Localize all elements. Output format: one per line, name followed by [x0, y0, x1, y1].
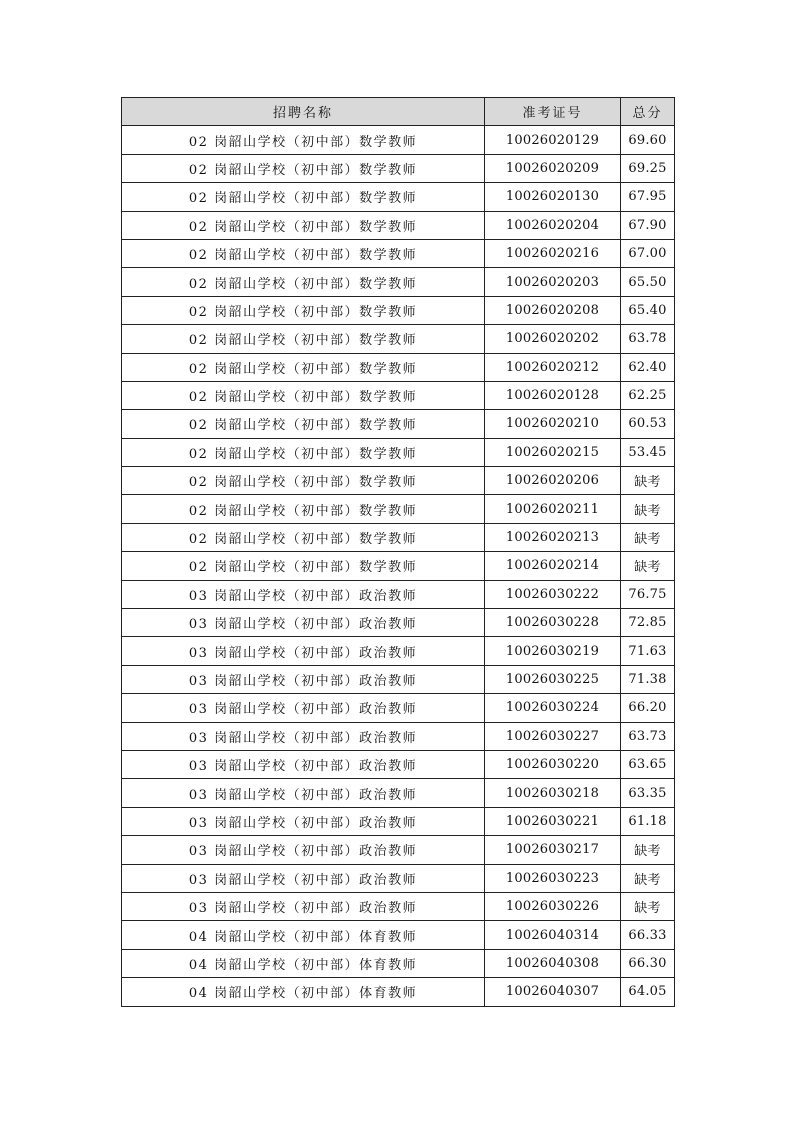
exam-id-cell: 10026040307 — [485, 978, 621, 1006]
exam-id-cell: 10026040314 — [485, 921, 621, 949]
position-name-cell: 03 岗韶山学校（初中部）政治教师 — [122, 580, 485, 608]
exam-id-cell: 10026030226 — [485, 892, 621, 920]
position-name-cell: 02 岗韶山学校（初中部）数学教师 — [122, 523, 485, 551]
table-row — [122, 609, 675, 637]
total-score-cell: 缺考 — [621, 523, 675, 551]
exam-id-cell: 10026020209 — [485, 154, 621, 182]
total-score-cell: 60.53 — [621, 410, 675, 438]
total-score-cell: 65.40 — [621, 296, 675, 324]
position-name-cell: 02 岗韶山学校（初中部）数学教师 — [122, 154, 485, 182]
position-name-cell: 02 岗韶山学校（初中部）数学教师 — [122, 552, 485, 580]
total-score-cell: 62.25 — [621, 381, 675, 409]
position-name-cell: 02 岗韶山学校（初中部）数学教师 — [122, 325, 485, 353]
total-score-cell: 63.35 — [621, 779, 675, 807]
total-score-cell: 缺考 — [621, 552, 675, 580]
position-name-cell: 02 岗韶山学校（初中部）数学教师 — [122, 211, 485, 239]
position-name-cell: 03 岗韶山学校（初中部）政治教师 — [122, 779, 485, 807]
table-row — [122, 836, 675, 864]
position-name-cell: 04 岗韶山学校（初中部）体育教师 — [122, 978, 485, 1006]
exam-id-cell: 10026020216 — [485, 239, 621, 267]
position-name-cell: 03 岗韶山学校（初中部）政治教师 — [122, 892, 485, 920]
table-row — [122, 239, 675, 267]
exam-id-cell: 10026020214 — [485, 552, 621, 580]
total-score-cell: 71.63 — [621, 637, 675, 665]
table-row — [122, 722, 675, 750]
total-score-cell: 67.90 — [621, 211, 675, 239]
table-row — [122, 552, 675, 580]
table-row — [122, 381, 675, 409]
exam-id-cell: 10026020206 — [485, 467, 621, 495]
header-exam-id: 准考证号 — [485, 98, 621, 126]
exam-id-cell: 10026030225 — [485, 665, 621, 693]
exam-id-cell: 10026030227 — [485, 722, 621, 750]
table-row — [122, 495, 675, 523]
total-score-cell: 缺考 — [621, 892, 675, 920]
total-score-cell: 69.60 — [621, 126, 675, 154]
table-row — [122, 580, 675, 608]
position-name-cell: 02 岗韶山学校（初中部）数学教师 — [122, 126, 485, 154]
table-row — [122, 807, 675, 835]
table-row — [122, 325, 675, 353]
total-score-cell: 66.33 — [621, 921, 675, 949]
header-total-score: 总分 — [621, 98, 675, 126]
table-row — [122, 523, 675, 551]
position-name-cell: 02 岗韶山学校（初中部）数学教师 — [122, 381, 485, 409]
exam-id-cell: 10026020202 — [485, 325, 621, 353]
total-score-cell: 缺考 — [621, 495, 675, 523]
exam-id-cell: 10026020208 — [485, 296, 621, 324]
exam-id-cell: 10026020212 — [485, 353, 621, 381]
exam-id-cell: 10026020211 — [485, 495, 621, 523]
total-score-cell: 64.05 — [621, 978, 675, 1006]
exam-id-cell: 10026020210 — [485, 410, 621, 438]
table-row — [122, 467, 675, 495]
table-header-row — [122, 98, 675, 126]
total-score-cell: 65.50 — [621, 268, 675, 296]
exam-id-cell: 10026020128 — [485, 381, 621, 409]
results-table — [121, 97, 675, 1007]
total-score-cell: 76.75 — [621, 580, 675, 608]
total-score-cell: 63.65 — [621, 750, 675, 778]
position-name-cell: 04 岗韶山学校（初中部）体育教师 — [122, 921, 485, 949]
total-score-cell: 61.18 — [621, 807, 675, 835]
exam-id-cell: 10026030220 — [485, 750, 621, 778]
position-name-cell: 02 岗韶山学校（初中部）数学教师 — [122, 495, 485, 523]
position-name-cell: 02 岗韶山学校（初中部）数学教师 — [122, 353, 485, 381]
position-name-cell: 02 岗韶山学校（初中部）数学教师 — [122, 296, 485, 324]
table-row — [122, 949, 675, 977]
table-row — [122, 126, 675, 154]
table-row — [122, 779, 675, 807]
total-score-cell: 66.30 — [621, 949, 675, 977]
exam-id-cell: 10026030223 — [485, 864, 621, 892]
position-name-cell: 02 岗韶山学校（初中部）数学教师 — [122, 467, 485, 495]
total-score-cell: 66.20 — [621, 694, 675, 722]
total-score-cell: 缺考 — [621, 467, 675, 495]
exam-id-cell: 10026020213 — [485, 523, 621, 551]
position-name-cell: 02 岗韶山学校（初中部）数学教师 — [122, 239, 485, 267]
total-score-cell: 缺考 — [621, 864, 675, 892]
exam-id-cell: 10026030219 — [485, 637, 621, 665]
total-score-cell: 53.45 — [621, 438, 675, 466]
table-row — [122, 750, 675, 778]
exam-id-cell: 10026020203 — [485, 268, 621, 296]
table-row — [122, 268, 675, 296]
exam-id-cell: 10026040308 — [485, 949, 621, 977]
position-name-cell: 03 岗韶山学校（初中部）政治教师 — [122, 864, 485, 892]
exam-id-cell: 10026020204 — [485, 211, 621, 239]
table-row — [122, 978, 675, 1006]
results-document — [121, 97, 674, 1007]
position-name-cell: 04 岗韶山学校（初中部）体育教师 — [122, 949, 485, 977]
exam-id-cell: 10026020129 — [485, 126, 621, 154]
position-name-cell: 02 岗韶山学校（初中部）数学教师 — [122, 183, 485, 211]
exam-id-cell: 10026030224 — [485, 694, 621, 722]
table-row — [122, 353, 675, 381]
exam-id-cell: 10026030218 — [485, 779, 621, 807]
total-score-cell: 69.25 — [621, 154, 675, 182]
total-score-cell: 67.00 — [621, 239, 675, 267]
table-row — [122, 694, 675, 722]
position-name-cell: 02 岗韶山学校（初中部）数学教师 — [122, 438, 485, 466]
position-name-cell: 03 岗韶山学校（初中部）政治教师 — [122, 807, 485, 835]
position-name-cell: 03 岗韶山学校（初中部）政治教师 — [122, 694, 485, 722]
total-score-cell: 71.38 — [621, 665, 675, 693]
position-name-cell: 03 岗韶山学校（初中部）政治教师 — [122, 637, 485, 665]
exam-id-cell: 10026030217 — [485, 836, 621, 864]
table-row — [122, 921, 675, 949]
exam-id-cell: 10026020215 — [485, 438, 621, 466]
position-name-cell: 03 岗韶山学校（初中部）政治教师 — [122, 750, 485, 778]
total-score-cell: 62.40 — [621, 353, 675, 381]
position-name-cell: 03 岗韶山学校（初中部）政治教师 — [122, 722, 485, 750]
exam-id-cell: 10026020130 — [485, 183, 621, 211]
total-score-cell: 63.78 — [621, 325, 675, 353]
table-row — [122, 410, 675, 438]
position-name-cell: 03 岗韶山学校（初中部）政治教师 — [122, 836, 485, 864]
table-body — [122, 126, 675, 1006]
table-row — [122, 183, 675, 211]
exam-id-cell: 10026030222 — [485, 580, 621, 608]
table-row — [122, 296, 675, 324]
position-name-cell: 03 岗韶山学校（初中部）政治教师 — [122, 665, 485, 693]
position-name-cell: 02 岗韶山学校（初中部）数学教师 — [122, 268, 485, 296]
exam-id-cell: 10026030221 — [485, 807, 621, 835]
position-name-cell: 02 岗韶山学校（初中部）数学教师 — [122, 410, 485, 438]
total-score-cell: 63.73 — [621, 722, 675, 750]
position-name-cell: 03 岗韶山学校（初中部）政治教师 — [122, 609, 485, 637]
table-row — [122, 154, 675, 182]
exam-id-cell: 10026030228 — [485, 609, 621, 637]
total-score-cell: 72.85 — [621, 609, 675, 637]
total-score-cell: 缺考 — [621, 836, 675, 864]
table-row — [122, 438, 675, 466]
table-row — [122, 665, 675, 693]
table-row — [122, 211, 675, 239]
total-score-cell: 67.95 — [621, 183, 675, 211]
table-row — [122, 637, 675, 665]
header-position-name: 招聘名称 — [122, 98, 485, 126]
table-row — [122, 892, 675, 920]
table-row — [122, 864, 675, 892]
